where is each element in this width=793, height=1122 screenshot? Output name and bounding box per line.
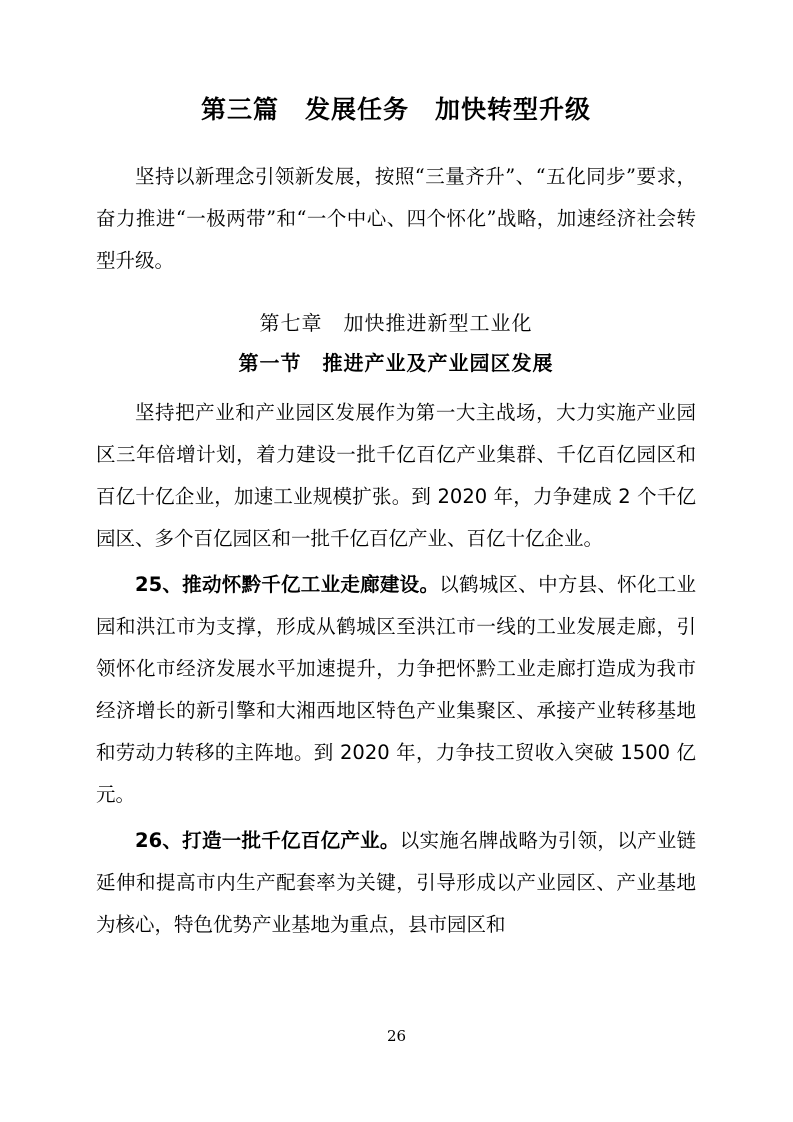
intro-paragraph: 坚持以新理念引领新发展，按照“三量齐升”、“五化同步”要求，奋力推进“一极两带”和“一个中心、四个怀化”战略，加速经济社会转型升级。 xyxy=(96,165,696,272)
paragraph-1 xyxy=(96,392,696,560)
paragraph-3 xyxy=(96,820,696,946)
page-number: 26 xyxy=(386,1027,407,1045)
paragraph-2-text: 以鹤城区、中方县、怀化工业园和洪江市为支撑，形成从鹤城区至洪江市一线的工业发展走廊，引领怀化市经济发展水平加速提升，力争把怀黔工业走廊打造成为我市经济增长的新引擎和大湘西地区特色产业集聚区、承接产业转移基地和劳动力转移的主阵地。到 2020 年，力争技工贸收入突破 1500 亿元。 xyxy=(96,573,696,806)
paragraph-2 xyxy=(96,564,696,816)
chapter-title: 第七章 加快推进新型工业化 xyxy=(259,311,533,335)
paragraph-3-lead: 26、打造一批千亿百亿产业。 xyxy=(135,829,400,852)
paragraph-1-text: 坚持把产业和产业园区发展作为第一大主战场，大力实施产业园区三年倍增计划，着力建设一批千亿百亿产业集群、千亿百亿园区和百亿十亿企业，加速工业规模扩张。到 2020 年，力争建成 2 个千亿园区、多个百亿园区和一批千亿百亿产业、百亿十亿企业。 xyxy=(96,401,696,550)
paragraph-2-lead: 25、推动怀黔千亿工业走廊建设。 xyxy=(135,573,440,596)
section-title: 第一节 推进产业及产业园区发展 xyxy=(238,351,554,375)
page-content xyxy=(96,92,696,950)
part-title: 第三篇 发展任务 加快转型升级 xyxy=(200,95,591,124)
paragraph-3-text: 以实施名牌战略为引领，以产业链延伸和提高市内生产配套率为关键，引导形成以产业园区、产业基地为核心，特色优势产业基地为重点，县市园区和 xyxy=(96,829,696,936)
